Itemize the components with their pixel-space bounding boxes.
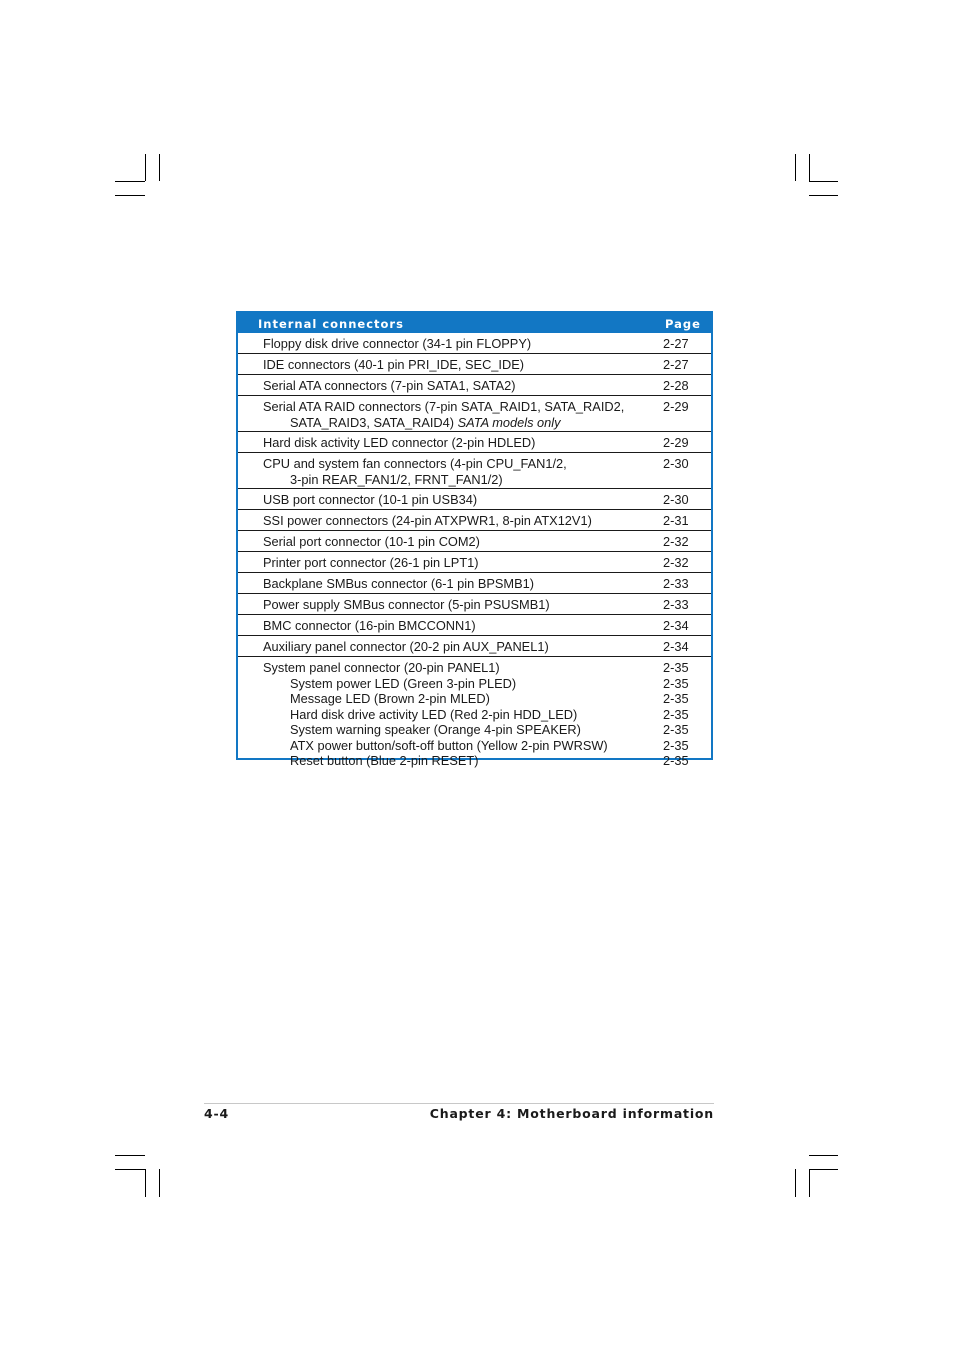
crop-mark <box>809 1169 810 1197</box>
table-row <box>238 552 711 573</box>
connector-line: Backplane SMBus connector (6-1 pin BPSMB1) <box>263 576 534 591</box>
page-number-cell: 2-34 <box>663 639 689 654</box>
connector-line: System warning speaker (Orange 4-pin SPEAKER) <box>290 722 581 737</box>
crop-mark <box>809 1169 838 1170</box>
crop-mark <box>159 1169 160 1197</box>
page-number-cell: 2-30 <box>663 456 689 471</box>
page-number-cell: 2-33 <box>663 597 689 612</box>
table-row <box>238 333 711 354</box>
header-page: Page <box>665 317 701 331</box>
page-number-cell: 2-35 <box>663 691 689 706</box>
page-ref <box>663 555 689 571</box>
connector-line: Printer port connector (26-1 pin LPT1) <box>263 555 479 570</box>
crop-mark <box>115 181 145 182</box>
page-number-cell: 2-27 <box>663 336 689 351</box>
connector-line: Message LED (Brown 2-pin MLED) <box>290 691 490 706</box>
page-number-cell: 2-29 <box>663 399 689 414</box>
connector-name <box>263 456 653 487</box>
connector-name <box>263 357 653 373</box>
connector-line: Serial ATA RAID connectors (7-pin SATA_RAID1, SATA_RAID2, <box>263 399 625 414</box>
crop-mark <box>115 195 145 196</box>
page-ref <box>663 456 689 472</box>
page-number-cell: 2-30 <box>663 492 689 507</box>
connector-name <box>263 378 653 394</box>
page-number: 4-4 <box>204 1106 229 1121</box>
crop-mark <box>145 154 146 181</box>
table-body <box>238 333 711 772</box>
page-ref <box>663 576 689 592</box>
crop-mark <box>115 1155 145 1156</box>
page-ref <box>663 639 689 655</box>
connector-line: SATA_RAID3, SATA_RAID4) SATA models only <box>290 414 561 430</box>
page-ref <box>663 513 689 529</box>
table-row <box>238 636 711 657</box>
page-ref <box>663 336 689 352</box>
page-ref <box>663 618 689 634</box>
page-number-cell: 2-29 <box>663 435 689 450</box>
connector-line: Serial ATA connectors (7-pin SATA1, SATA2) <box>263 378 516 393</box>
connector-line: Serial port connector (10-1 pin COM2) <box>263 534 480 549</box>
table-row <box>238 594 711 615</box>
connector-line: Auxiliary panel connector (20-2 pin AUX_PANEL1) <box>263 639 549 654</box>
connector-name <box>263 597 653 613</box>
chapter-title: Chapter 4: Motherboard information <box>429 1106 714 1121</box>
table-row <box>238 375 711 396</box>
page-number-cell: 2-35 <box>663 722 689 737</box>
connector-line: Reset button (Blue 2-pin RESET) <box>290 753 479 768</box>
connector-name <box>263 492 653 508</box>
page-number-cell: 2-35 <box>663 706 689 722</box>
page-number-cell: 2-27 <box>663 357 689 372</box>
table-row <box>238 531 711 552</box>
crop-mark <box>809 181 838 182</box>
table-row <box>238 615 711 636</box>
page-number-cell: 2-35 <box>663 737 689 753</box>
connector-line: IDE connectors (40-1 pin PRI_IDE, SEC_IDE) <box>263 357 525 372</box>
page-number-cell: 2-31 <box>663 513 689 528</box>
page-number-cell: 2-33 <box>663 576 689 591</box>
page-ref <box>663 357 689 373</box>
page-ref <box>663 399 689 415</box>
page-ref <box>663 378 689 394</box>
crop-mark <box>795 154 796 181</box>
crop-mark <box>809 1155 838 1156</box>
page-number-cell: 2-32 <box>663 534 689 549</box>
connector-line: Hard disk activity LED connector (2-pin HDLED) <box>263 435 536 450</box>
crop-mark <box>159 154 160 181</box>
connector-name <box>263 576 653 592</box>
header-internal-connectors: Internal connectors <box>258 317 404 331</box>
connector-line: Floppy disk drive connector (34-1 pin FLOPPY) <box>263 336 532 351</box>
footer-rule <box>204 1103 714 1104</box>
table-row <box>238 510 711 531</box>
table-row <box>238 432 711 453</box>
table-row <box>238 657 711 772</box>
connector-name <box>263 618 653 634</box>
connector-line: ATX power button/soft-off button (Yellow 2-pin PWRSW) <box>290 737 608 753</box>
connector-line: System panel connector (20-pin PANEL1) <box>263 660 500 675</box>
connector-line: CPU and system fan connectors (4-pin CPU_FAN1/2, <box>263 456 567 471</box>
table-header <box>238 313 711 333</box>
connector-name <box>263 555 653 571</box>
connector-line: Power supply SMBus connector (5-pin PSUSMB1) <box>263 597 550 612</box>
page-ref <box>663 660 689 769</box>
page-number-cell: 2-35 <box>663 660 689 675</box>
table-row <box>238 453 711 489</box>
page-ref <box>663 492 689 508</box>
crop-mark <box>809 195 838 196</box>
page-number-cell: 2-35 <box>663 675 689 691</box>
page-number-cell: 2-35 <box>663 753 689 768</box>
connectors-table <box>236 311 713 768</box>
connector-line: SSI power connectors (24-pin ATXPWR1, 8-pin ATX12V1) <box>263 513 592 528</box>
connector-name <box>263 639 653 655</box>
crop-mark <box>145 1169 146 1197</box>
connector-name <box>263 435 653 451</box>
crop-mark <box>795 1169 796 1197</box>
connector-line: Hard disk drive activity LED (Red 2-pin HDD_LED) <box>290 706 578 722</box>
table-row <box>238 396 711 432</box>
page-ref <box>663 435 689 451</box>
connector-name <box>263 660 653 769</box>
connector-line: 3-pin REAR_FAN1/2, FRNT_FAN1/2) <box>290 471 503 487</box>
connector-line: System power LED (Green 3-pin PLED) <box>290 675 517 691</box>
page-ref <box>663 534 689 550</box>
connector-name <box>263 399 653 430</box>
page-ref <box>663 597 689 613</box>
connector-name <box>263 513 653 529</box>
table-row <box>238 354 711 375</box>
page-number-cell: 2-32 <box>663 555 689 570</box>
connector-name <box>263 534 653 550</box>
table-row <box>238 573 711 594</box>
page-number-cell: 2-28 <box>663 378 689 393</box>
connector-line: BMC connector (16-pin BMCCONN1) <box>263 618 476 633</box>
page-number-cell: 2-34 <box>663 618 689 633</box>
model-note: SATA models only <box>457 414 561 430</box>
crop-mark <box>809 154 810 181</box>
connector-name <box>263 336 653 352</box>
connector-line: USB port connector (10-1 pin USB34) <box>263 492 478 507</box>
crop-mark <box>115 1169 145 1170</box>
table-row <box>238 489 711 510</box>
